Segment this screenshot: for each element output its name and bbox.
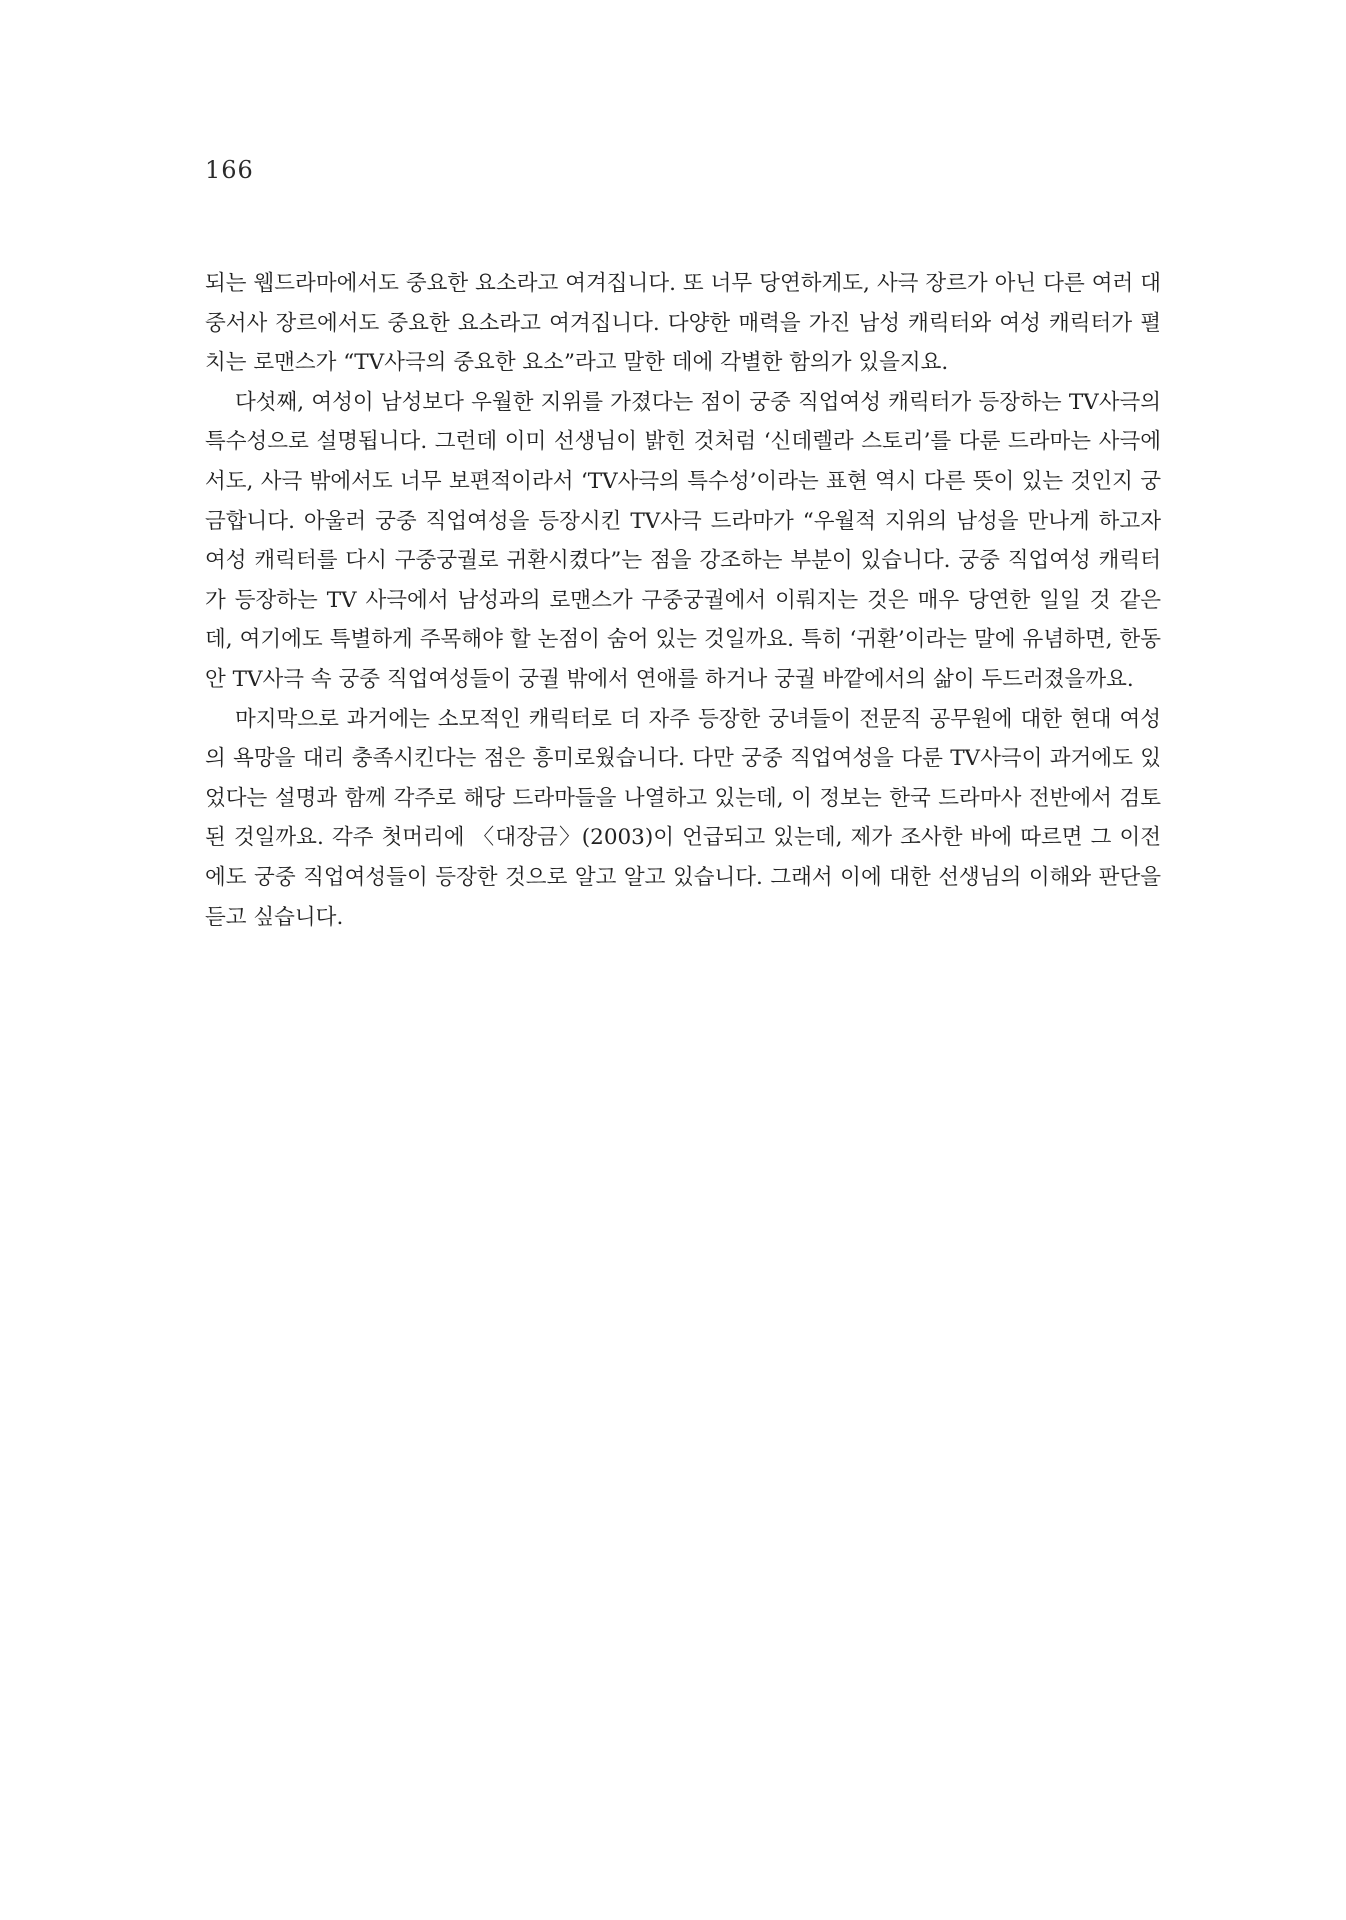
paragraph: 다섯째, 여성이 남성보다 우월한 지위를 가졌다는 점이 궁중 직업여성 캐릭터가 등장하는 TV사극의 특수성으로 설명됩니다. 그런데 이미 선생님이 밝힌 것처럼 ‘신데렐라 스토리’를 다룬 드라마는 사극에서도, 사극 밖에서도 너무 보편적이라서 ‘TV사극의 특수성’이라는 표현 역시 다른 뜻이 있는 것인지 궁금합니다. 아울러 궁중 직업여성을 등장시킨 TV사극 드라마가 “우월적 지위의 남성을 만나게 하고자 여성 캐릭터를 다시 구중궁궐로 귀환시켰다”는 점을 강조하는 부분이 있습니다. 궁중 직업여성 캐릭터가 등장하는 TV 사극에서 남성과의 로맨스가 구중궁궐에서 이뤄지는 것은 매우 당연한 일일 것 같은데, 여기에도 특별하게 주목해야 할 논점이 숨어 있는 것일까요. 특히 ‘귀환’이라는 말에 유념하면, 한동안 TV사극 속 궁중 직업여성들이 궁궐 밖에서 연애를 하거나 궁궐 바깥에서의 삶이 두드러졌을까요. — [205, 389, 1161, 692]
page-number: 166 — [205, 156, 254, 184]
body-text — [205, 264, 1161, 937]
paragraph: 마지막으로 과거에는 소모적인 캐릭터로 더 자주 등장한 궁녀들이 전문직 공무원에 대한 현대 여성의 욕망을 대리 충족시킨다는 점은 흥미로웠습니다. 다만 궁중 직업여성을 다룬 TV사극이 과거에도 있었다는 설명과 함께 각주로 해당 드라마들을 나열하고 있는데, 이 정보는 한국 드라마사 전반에서 검토된 것일까요. 각주 첫머리에 〈대장금〉(2003)이 언급되고 있는데, 제가 조사한 바에 따르면 그 이전에도 궁중 직업여성들이 등장한 것으로 알고 알고 있습니다. 그래서 이에 대한 선생님의 이해와 판단을 듣고 싶습니다. — [205, 706, 1161, 930]
paragraph: 되는 웹드라마에서도 중요한 요소라고 여겨집니다. 또 너무 당연하게도, 사극 장르가 아닌 다른 여러 대중서사 장르에서도 중요한 요소라고 여겨집니다. 다양한 매력을 가진 남성 캐릭터와 여성 캐릭터가 펼치는 로맨스가 “TV사극의 중요한 요소”라고 말한 데에 각별한 함의가 있을지요. — [205, 271, 1161, 376]
